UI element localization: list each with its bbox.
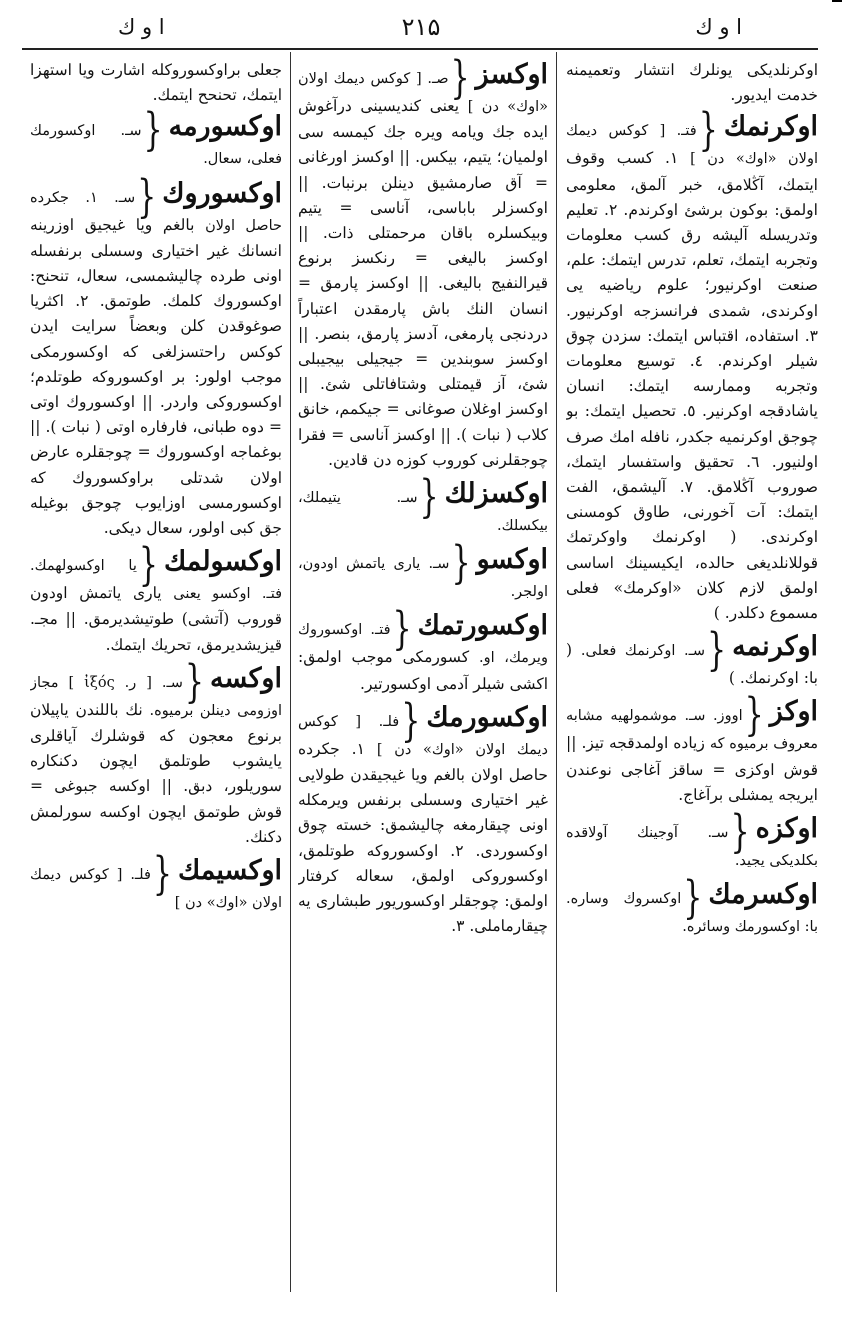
brace-mark: { xyxy=(184,655,205,709)
entry-headword: اوكرنمك xyxy=(723,111,818,143)
brace-mark: { xyxy=(451,537,471,590)
brace-mark: { xyxy=(392,603,412,656)
dictionary-entry xyxy=(298,471,548,539)
entry-headword: اوكسورتمك xyxy=(417,610,548,642)
entry-headword: اوكسرمك xyxy=(708,879,818,911)
entry-definition: يارى ياتمش اودون قوروب (آتشى) طوتيشديرمق. || مجـ. قيزيشديرمق، تحريك ايتمك. xyxy=(30,584,282,654)
header-rule xyxy=(22,48,818,50)
page-number: ۲۱۵ xyxy=(401,13,441,41)
brace-mark: { xyxy=(138,539,158,592)
column-middle xyxy=(298,58,548,1288)
entry-headword: اوكسو xyxy=(476,544,548,576)
brace-mark: { xyxy=(683,872,703,925)
continuation-text: جعلى براوكسوروكله اشارت ويا استهزا ايتمك، تحنحح ايتمك. xyxy=(30,61,282,105)
brace-mark: { xyxy=(401,694,421,748)
column-left xyxy=(30,58,282,1288)
brace-mark: { xyxy=(419,471,439,524)
header-guide-word-left: ا و ك xyxy=(118,15,165,39)
entry-definition: كسورمكى موجب اولمق: اكشى شيلر آدمى اوكسورتير. xyxy=(298,648,548,693)
entry-headword: اوكسورمه xyxy=(168,111,282,143)
entry-etymology: سـ. ۱. جكرده حاصل اولان xyxy=(30,189,282,234)
dictionary-entry xyxy=(298,58,548,473)
dictionary-entry xyxy=(566,806,818,874)
entry-etymology: سـ. آوجينك آولاقده بكلديكى يجيد. xyxy=(566,825,818,870)
brace-mark: { xyxy=(730,806,750,859)
entry-etymology: اوكسروك وساره. با: اوكسورمك وسائره. xyxy=(566,891,818,936)
brace-mark: { xyxy=(698,104,718,157)
dictionary-entry xyxy=(30,104,282,172)
dictionary-entry xyxy=(566,689,818,808)
entry-etymology: فلـ. [ كوكس ديمك اولان «اوك» دن ] xyxy=(30,867,282,912)
entry-headword: اوكسولمك xyxy=(163,546,282,578)
brace-mark: { xyxy=(137,170,157,224)
brace-mark: { xyxy=(450,58,470,105)
entry-headword: اوكزه xyxy=(755,813,818,845)
dictionary-entry xyxy=(566,104,818,626)
entry-definition: ( با: اوكرنمك. ) xyxy=(566,641,818,688)
entry-etymology: فتـ. [ كوكس ديمك اولان «اوك» دن ] xyxy=(566,123,818,168)
entry-etymology: فلـ. [ كوكس ديمك اولان «اوك» دن ] xyxy=(298,713,548,758)
dictionary-entry xyxy=(298,694,548,940)
entry-definition: زياده اولمدقجه تيز. || قوش اوكزى = ساقز آغاجى نوعندن ايريجه يمشلى برآغاج. xyxy=(566,734,818,804)
dictionary-entry xyxy=(298,603,548,696)
entry-etymology: سـ. يتيملك، بيكسلك. xyxy=(298,490,548,535)
column-right xyxy=(566,58,818,1288)
entry-etymology: سـ. [ ر. ἰξός ] مجاز اوزومى دينلن برميوه. xyxy=(30,674,282,719)
continuation-text: اوكرنلديكى يونلرك انتشار وتعميمنه خدمت ايديور. xyxy=(566,61,818,105)
brace-mark: { xyxy=(707,624,727,677)
entry-headword: اوكسوروك xyxy=(162,177,282,209)
dictionary-entry xyxy=(298,537,548,605)
entry-etymology: اووز. سـ. موشمولهيه مشابه معروف برميوه كه xyxy=(566,708,818,753)
dictionary-entry xyxy=(30,848,282,916)
header-guide-word-right: ا و ك xyxy=(695,15,742,39)
entry-etymology: يا اوكسولهمك. فتـ. اوكسو يعنى xyxy=(30,558,282,603)
column-divider-left xyxy=(290,52,291,1292)
entry-headword: اوكسز xyxy=(475,59,548,90)
entry-definition: يعنى كنديسينى درآغوش ايده جك ويامه ويره جك كيمسه سى اولميان؛ يتيم، بيكس. || اوكسز اورغانى = آق صارمشيق دينلن برنبات. || اوكسزلر باباسى، آناسى = يتيم وبيكسلره باقان مرحمتلى ذات. || اوكسز باليغى = رنكسز برنوع قيرالنفيج باليغى. || اوكسز پارمق = انسان النك باش پارمقدن اعتباراً دردنجى پارمغى، آدسز پارمق، بنصر. || اوكسز سوبندين = جيجيلى بيجيبلى شئ، آز قيمتلى وشتافاتلى شئ. || اوكسز اوغلان صوغانى = جيكمم، خانق كلاب ( نبات ). || اوكسز آناسى = فقرا چوجقلرنى كوروب كوزه دن قادين. xyxy=(298,97,548,469)
entry-definition: بالغم ويا غيجيق اوزرينه انسانك غير اختيارى وسسلى برنفسله اونى طرده چاليشمسى، سعال، تنحنح: اوكسوروك كلمك. طوتمق. ۲. اكثريا صوغوقدن كلن وبعضاً سرايت ايدن كوكس راحتسزلغى كه اوكسورمكى موجب اولور: بر اوكسوروكه طوتلدم؛ اوكسوروكى واردر. || اوكسوروك اوتى = دوه طبانى، فارفاره اوتى ( نبات ). || بوغماجه اوكسوروك = چوجقلره عارض اولان شدتلى براوكسوروك كه اوكسورمسى اوزايوب چوجق بوغيله جق كبى اولور، سعال ديكى. xyxy=(30,215,282,538)
dictionary-entry xyxy=(30,655,282,850)
entry-etymology: سـ. يارى ياتمش اودون، اولجر. xyxy=(298,556,548,601)
entry-etymology: سـ. اوكسورمك فعلى، سعال. xyxy=(30,123,282,168)
page-header xyxy=(22,12,820,42)
entry-definition: ۱. كسب وقوف ايتمك، آڭلامق، خبر آلمق، معلومى اولمق: بوكون برشئ اوكرندم. ۲. تعليم وتدريسله آليشه رق كسب معلومات وتجربه ايتمك، تعلم، تدرس ايتمك: علم، صنعت اوكرنيور؛ علوم رياضيه يى اوكرندى، شمدى فرانسزجه اوكرنيور. ۳. استفاده، اقتباس ايتمك: سزدن چوق شيلر اوكرندم. ٤. توسيع معلومات وتجربه وممارسه ايتمك: انسان ياشادقجه اوكرنير. ٥. تحصيل ايتمك: بو چوجق اوكرنميه جكدر، نافله امك صرف اولنيور. ٦. تحقيق واستفسار ايتمك، صوروب آڭلامق. ۷. آليشمق، الفت ايتمك: آت آخورنى، طاوق كومسنى اوكرندى. ( اوكرنمك واوكرتمك قوللانلديغى حالده، ايكيسينك اساسى اولمق لازم كلان «اوكرمك» فعلى مسموع دكلدر. ) xyxy=(566,149,818,623)
entry-headword: اوكسزلك xyxy=(444,478,548,510)
dictionary-entry xyxy=(30,539,282,658)
dictionary-entry xyxy=(30,170,282,542)
entry-definition: نك باللندن ياپيلان برنوع معجون كه قوشلرك آياقلرى يايشوب طوتلمق ايچون دكنكاره سوريلور، دبق. || اوكسه جبوغى = قوش طوتمق ايچون اوكسه سورلمش دكنك. xyxy=(30,700,282,846)
dictionary-entry xyxy=(566,624,818,691)
brace-mark: { xyxy=(152,848,172,901)
entry-definition: ۱. جكرده حاصل اولان بالغم ويا غيجيقدن طولايى غير اختيارى وسسلى برنفس ويرمكله اونى چيقارمغه چاليشمق: خسته چوق اوكسوردى. ۲. اوكسوروكه طوتلمق، اوكسوروكى اولمق، سعاله كرفتار اولمق: چوجقلر اوكسوريور طبشارى يه چيقارماملى. ۳. xyxy=(298,739,548,936)
brace-mark: { xyxy=(143,104,163,157)
entry-headword: اوكز xyxy=(769,696,818,728)
page-edge-mark xyxy=(832,0,842,2)
entry-headword: اوكسه xyxy=(210,662,282,694)
entry-headword: اوكرنمه xyxy=(732,631,818,663)
column-divider-right xyxy=(556,52,557,1292)
entry-etymology: سـ. اوكرنمك فعلى. xyxy=(580,643,705,660)
entry-etymology: صـ. [ كوكس ديمك اولان «اوك» دن ] xyxy=(298,71,548,115)
entry-headword: اوكسورمك xyxy=(426,701,548,733)
dictionary-entry xyxy=(566,872,818,940)
brace-mark: { xyxy=(744,689,764,742)
entry-headword: اوكسيمك xyxy=(178,855,282,887)
entry-etymology: فتـ. اوكسوروك ويرمك، او. xyxy=(298,622,548,667)
